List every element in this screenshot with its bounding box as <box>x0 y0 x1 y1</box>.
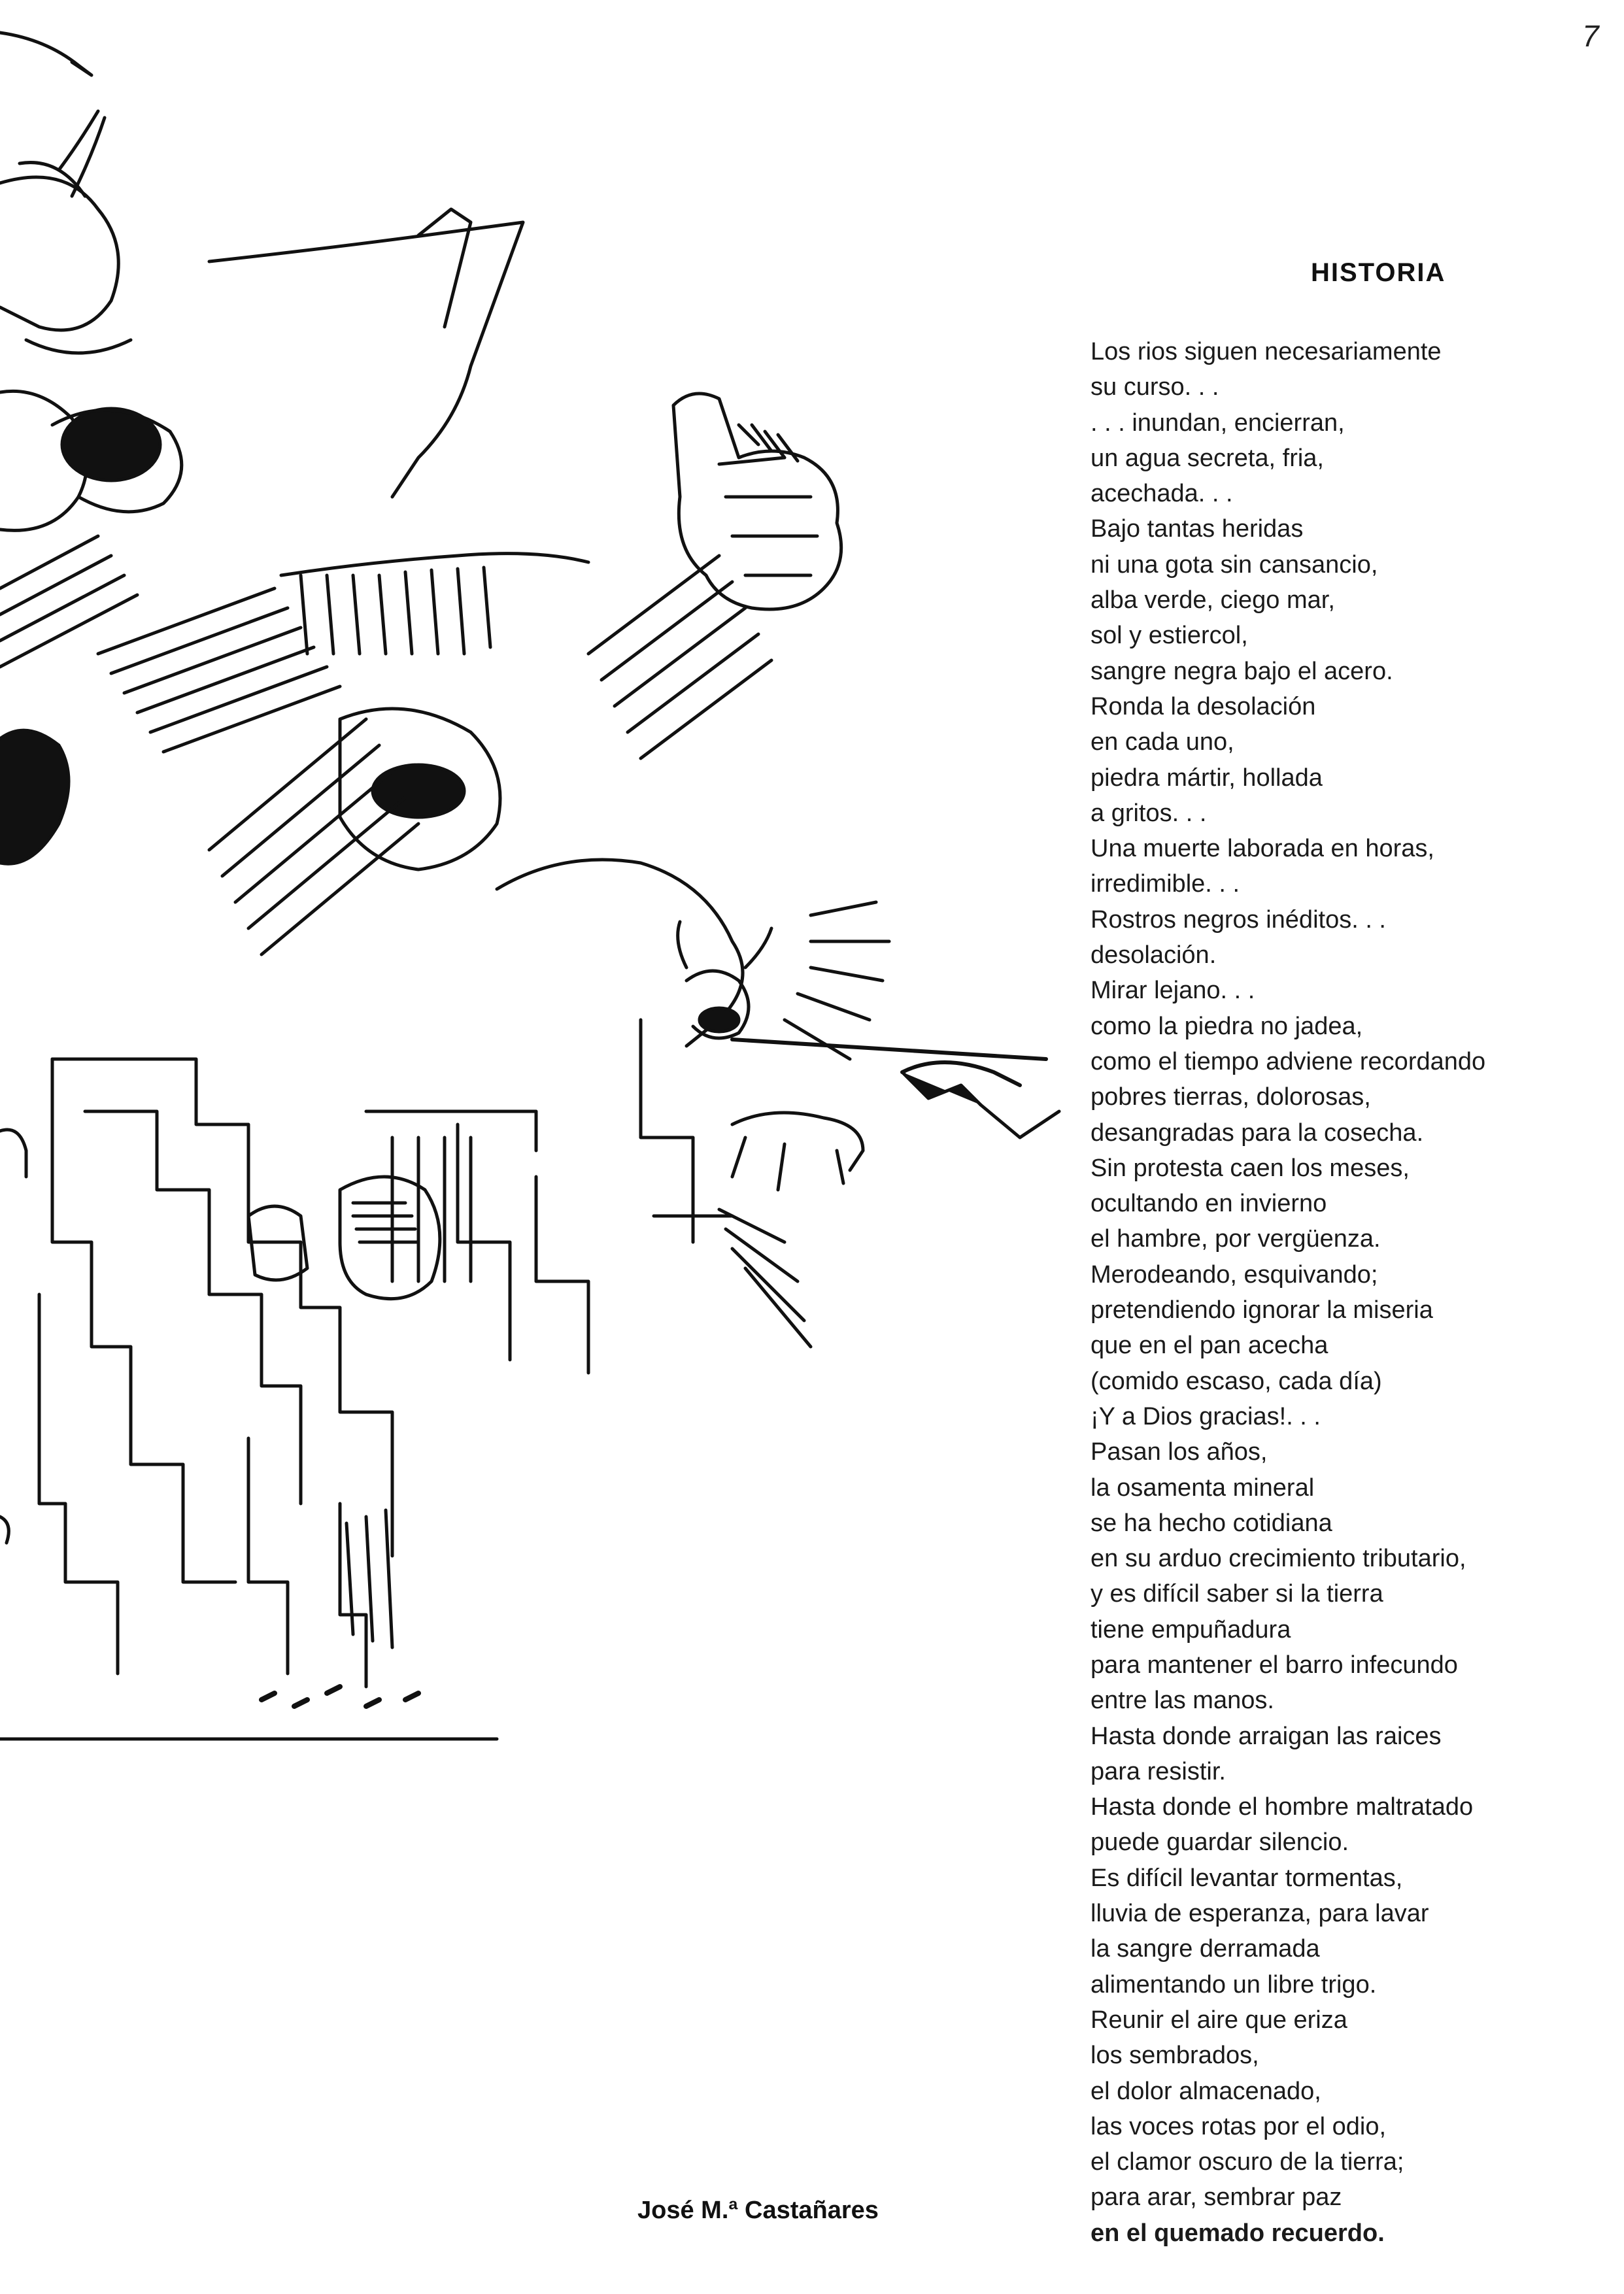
poem-line: se ha hecho cotidiana <box>1091 1509 1332 1537</box>
poem-line: que en el pan acecha <box>1091 1332 1328 1360</box>
poem-line: desolación. <box>1091 941 1217 970</box>
poem-line: entre las manos. <box>1091 1687 1274 1715</box>
poem-line: puede guardar silencio. <box>1091 1829 1349 1857</box>
poem-line: para arar, sembrar paz <box>1091 2184 1342 2212</box>
poem-line: para mantener el barro infecundo <box>1091 1651 1458 1679</box>
page-number: 7 <box>1582 19 1599 53</box>
poem-line: un agua secreta, fria, <box>1091 444 1324 472</box>
poem-line: Mirar lejano. . . <box>1091 977 1255 1005</box>
poem-line: Reunir el aire que eriza <box>1091 2006 1347 2034</box>
poem-line: como el tiempo adviene recordando <box>1091 1047 1486 1075</box>
poem-line: alimentando un libre trigo. <box>1091 1970 1377 1999</box>
poem-line: Sin protesta caen los meses, <box>1091 1154 1410 1182</box>
poem-line: ¡Y a Dios gracias!. . . <box>1091 1402 1321 1430</box>
poem-line: para resistir. <box>1091 1757 1226 1785</box>
author-signature: José M.ª Castañares <box>637 2197 879 2224</box>
poem-line: Rostros negros inéditos. . . <box>1091 905 1386 934</box>
poem-line: Pasan los años, <box>1091 1438 1268 1466</box>
poem-line: las voces rotas por el odio, <box>1091 2112 1387 2140</box>
poem-line: piedra mártir, hollada <box>1091 764 1323 792</box>
poem-line: ni una gota sin cansancio, <box>1091 550 1378 579</box>
poem-line: el clamor oscuro de la tierra; <box>1091 2148 1404 2176</box>
poem-body <box>1091 334 1587 2251</box>
poem-line: pretendiendo ignorar la miseria <box>1091 1296 1433 1324</box>
poem-line: pobres tierras, dolorosas, <box>1091 1083 1371 1111</box>
poem-line: desangradas para la cosecha. <box>1091 1119 1424 1147</box>
poem-line: Ronda la desolación <box>1091 692 1316 720</box>
poem-line: Una muerte laborada en horas, <box>1091 835 1434 863</box>
poem-line: a gritos. . . <box>1091 799 1207 827</box>
poem-line: Bajo tantas heridas <box>1091 515 1304 543</box>
poem-line: sol y estiercol, <box>1091 622 1248 650</box>
poem-line: ocultando en invierno <box>1091 1190 1327 1218</box>
poem-line: lluvia de esperanza, para lavar <box>1091 1900 1429 1928</box>
poem-line: la sangre derramada <box>1091 1935 1320 1963</box>
poem-line: en su arduo crecimiento tributario, <box>1091 1545 1466 1573</box>
poem-line: Hasta donde el hombre maltratado <box>1091 1793 1474 1821</box>
poem-line: irredimible. . . <box>1091 870 1240 898</box>
poem-title: HISTORIA <box>1311 258 1446 287</box>
poem-line: como la piedra no jadea, <box>1091 1012 1363 1040</box>
poem-line: . . . inundan, encierran, <box>1091 409 1345 437</box>
poem-line: Es difícil levantar tormentas, <box>1091 1864 1403 1892</box>
poem-line: y es difícil saber si la tierra <box>1091 1580 1383 1608</box>
poem-line: el dolor almacenado, <box>1091 2077 1321 2105</box>
poem-line: acechada. . . <box>1091 480 1233 508</box>
poem-line: Los rios siguen necesariamente <box>1091 338 1442 365</box>
poem-line: su curso. . . <box>1091 373 1219 401</box>
poem-line: los sembrados, <box>1091 2042 1259 2070</box>
poem-line: alba verde, ciego mar, <box>1091 586 1335 615</box>
poem-line: tiene empuñadura <box>1091 1615 1291 1644</box>
poem-line: Merodeando, esquivando; <box>1091 1260 1378 1289</box>
poem-line: en cada uno, <box>1091 728 1234 756</box>
poem-line: la osamenta mineral <box>1091 1474 1315 1502</box>
poem-line-final: en el quemado recuerdo. <box>1091 2219 1385 2247</box>
poem-line: sangre negra bajo el acero. <box>1091 657 1393 685</box>
poem-line: el hambre, por vergüenza. <box>1091 1225 1381 1253</box>
poem-line: Hasta donde arraigan las raices <box>1091 1722 1442 1750</box>
poem-line: (comido escaso, cada día) <box>1091 1367 1382 1395</box>
